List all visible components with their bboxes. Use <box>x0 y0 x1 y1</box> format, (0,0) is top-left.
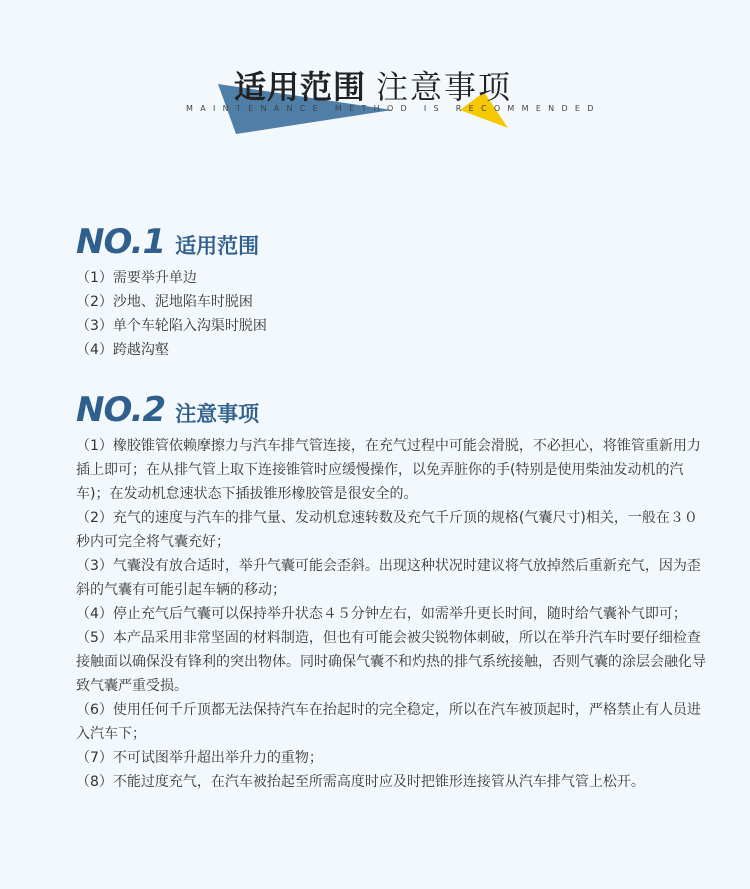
list-item: （3）气囊没有放合适时，举升气囊可能会歪斜。出现这种状况时建议将气放掉然后重新充气，因为歪斜的气囊有可能引起车辆的移动； <box>76 558 701 598</box>
list-item: （1）需要举升单边 <box>76 270 197 286</box>
list-item: （4）跨越沟壑 <box>76 342 169 358</box>
list-item: （3）单个车轮陷入沟渠时脱困 <box>76 318 267 334</box>
section-number: NO.2 <box>76 390 166 430</box>
list-item: （2）沙地、泥地陷车时脱困 <box>76 294 253 310</box>
list-item: （5）本产品采用非常坚固的材料制造，但也有可能会被尖锐物体刺破，所以在举升汽车时要仔细检查接触面以确保没有锋利的突出物体。同时确保气囊不和灼热的排气系统接触，否则气囊的涂层会融化导致气囊严重受损。 <box>76 630 706 694</box>
list-item: （2）充气的速度与汽车的排气量、发动机怠速转数及充气千斤顶的规格(气囊尺寸)相关，一般在３０秒内可完全将气囊充好； <box>76 510 698 550</box>
section-scope <box>76 222 706 362</box>
section-title: 适用范围 <box>175 234 260 258</box>
list-item: （6）使用任何千斤顶都无法保持汽车在抬起时的完全稳定，所以在汽车被顶起时，严格禁止有人员进入汽车下； <box>76 702 701 742</box>
title-bold: 适用范围 <box>234 68 367 106</box>
section-notes <box>76 390 706 794</box>
list-item: （7）不可试图举升超出举升力的重物； <box>76 750 323 766</box>
list-item: （8）不能过度充气，在汽车被抬起至所需高度时应及时把锥形连接管从汽车排气管上松开。 <box>76 774 645 790</box>
title-light: 注意事项 <box>376 68 513 106</box>
list-item: （4）停止充气后气囊可以保持举升状态４５分钟左右，如需举升更长时间，随时给气囊补气即可； <box>76 606 687 622</box>
page-subtitle: MAINTENANCE METHOD IS RECOMMENDED <box>186 104 601 113</box>
section-number: NO.1 <box>76 222 166 262</box>
list-item: （1）橡胶锥管依赖摩擦力与汽车排气管连接，在充气过程中可能会滑脱，不必担心，将锥管重新用力插上即可；在从排气管上取下连接锥管时应缓慢操作，以免弄脏你的手(特别是使用柴油发动机的汽车)；在发动机怠速状态下插拔锥形橡胶管是很安全的。 <box>76 438 701 502</box>
section-title: 注意事项 <box>175 402 260 426</box>
header-banner <box>0 0 750 160</box>
page-title <box>234 62 512 108</box>
